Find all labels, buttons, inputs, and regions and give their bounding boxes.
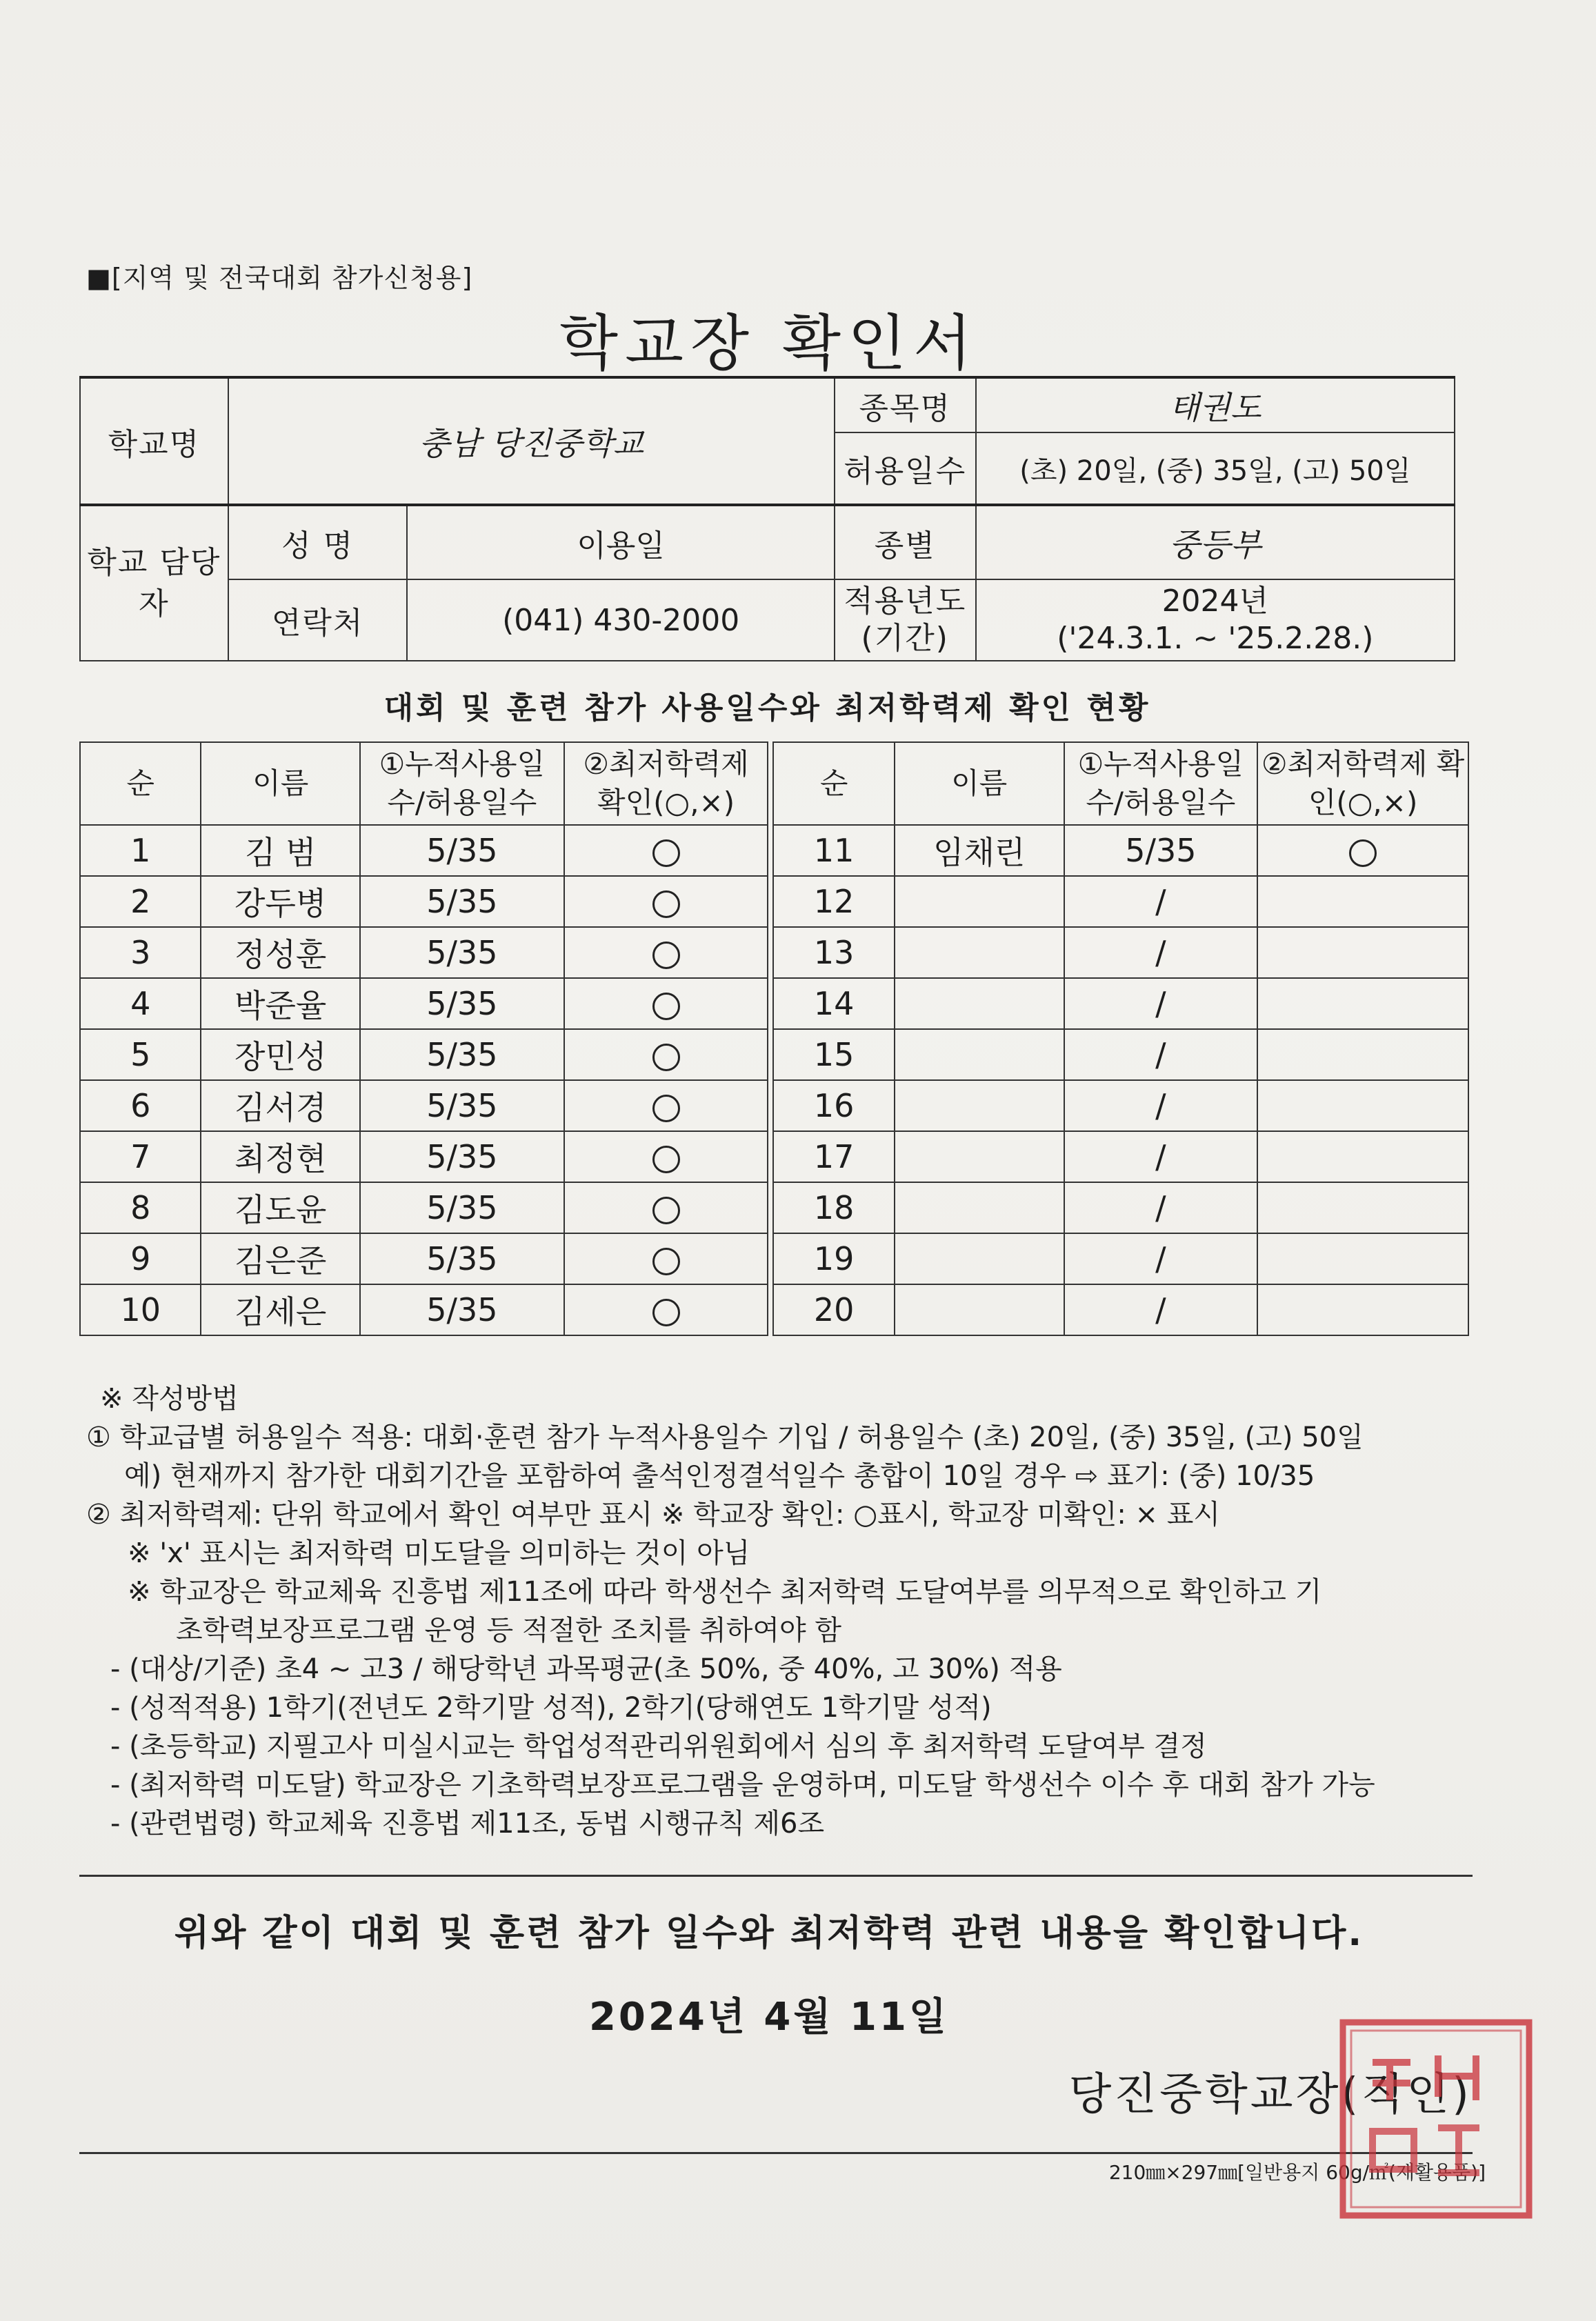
min-academic-check (1257, 1029, 1468, 1080)
check-circle-icon (652, 1146, 680, 1173)
note-line: ※ 'x' 표시는 최저학력 미도달을 의미하는 것이 아님 (128, 1537, 750, 1569)
used-days: 5/35 (1064, 825, 1258, 876)
check-circle-icon (652, 1299, 680, 1326)
min-academic-check (1257, 1182, 1468, 1233)
athlete-name (895, 1029, 1064, 1080)
min-academic-check (564, 876, 768, 927)
min-academic-check (564, 825, 768, 876)
sport-value: 태권도 (976, 377, 1455, 432)
table-row (80, 825, 1468, 876)
note-line: - (초등학교) 지필고사 미실시교는 학업성적관리위원회에서 심의 후 최저학력 도달여부 결정 (110, 1731, 1207, 1762)
table-row (80, 1233, 1468, 1284)
min-academic-check (564, 1284, 768, 1335)
header-no-right: 순 (773, 742, 894, 825)
min-academic-check (564, 1131, 768, 1182)
row-number: 15 (773, 1029, 894, 1080)
used-days: 5/35 (360, 1131, 564, 1182)
min-academic-check (564, 978, 768, 1029)
row-number: 17 (773, 1131, 894, 1182)
used-days: 5/35 (360, 1029, 564, 1080)
used-days: / (1064, 1131, 1258, 1182)
min-academic-check (564, 1233, 768, 1284)
min-academic-check (1257, 978, 1468, 1029)
manager-name-label: 성 명 (228, 505, 408, 579)
note-line: - (최저학력 미도달) 학교장은 기초학력보장프로그램을 운영하며, 미도달 학생선수 이수 후 대회 참가 가능 (110, 1769, 1375, 1801)
athlete-name (895, 1131, 1064, 1182)
form-usage-tag: ■[지역 및 전국대회 참가신청용] (86, 263, 473, 293)
used-days: 5/35 (360, 1233, 564, 1284)
note-line: - (성적적용) 1학기(전년도 2학기말 성적), 2학기(당해연도 1학기말 성적) (110, 1692, 992, 1724)
check-circle-icon (652, 839, 680, 867)
athlete-name: 정성훈 (201, 927, 360, 978)
category-value: 중등부 (976, 505, 1455, 579)
row-number: 18 (773, 1182, 894, 1233)
athlete-name: 최정현 (201, 1131, 360, 1182)
table-row (80, 1029, 1468, 1080)
note-line: ① 학교급별 허용일수 적용: 대회·훈련 참가 누적사용일수 기입 / 허용일수 (초) 20일, (중) 35일, (고) 50일 (86, 1422, 1364, 1453)
note-line: ※ 작성방법 (100, 1383, 239, 1415)
row-number: 8 (80, 1182, 201, 1233)
category-label: 종별 (835, 505, 976, 579)
used-days: / (1064, 1233, 1258, 1284)
row-number: 16 (773, 1080, 894, 1131)
athlete-name: 김은준 (201, 1233, 360, 1284)
used-days: / (1064, 927, 1258, 978)
athlete-name: 임채린 (895, 825, 1064, 876)
roster-header-row (80, 742, 1468, 825)
issue-date: 2024년 4월 11일 (588, 1995, 950, 2040)
row-number: 7 (80, 1131, 201, 1182)
row-number: 20 (773, 1284, 894, 1335)
check-circle-icon (652, 993, 680, 1020)
divider-top (79, 1875, 1473, 1877)
athlete-name: 김 범 (201, 825, 360, 876)
athlete-name: 김세은 (201, 1284, 360, 1335)
athlete-name (895, 1233, 1064, 1284)
row-number: 11 (773, 825, 894, 876)
row-number: 13 (773, 927, 894, 978)
table-row (80, 1131, 1468, 1182)
contact-value: (041) 430-2000 (407, 579, 834, 661)
row-number: 6 (80, 1080, 201, 1131)
athlete-name: 박준율 (201, 978, 360, 1029)
sport-label: 종목명 (835, 377, 976, 432)
check-circle-icon (652, 942, 680, 969)
athlete-name (895, 978, 1064, 1029)
athlete-name: 김서경 (201, 1080, 360, 1131)
used-days: / (1064, 978, 1258, 1029)
principal-signature: 당진중학교장(직인) (1068, 2069, 1472, 2120)
used-days: / (1064, 1284, 1258, 1335)
header-name-right: 이름 (895, 742, 1064, 825)
school-info-table (79, 376, 1455, 661)
header-check-left: ②최저학력제 확인(○,×) (564, 742, 768, 825)
school-name-value: 충남 당진중학교 (228, 377, 835, 505)
min-academic-check (1257, 1131, 1468, 1182)
used-days: 5/35 (360, 1284, 564, 1335)
confirmation-statement: 위와 같이 대회 및 훈련 참가 일수와 최저학력 관련 내용을 확인합니다. (174, 1913, 1364, 1954)
used-days: / (1064, 1029, 1258, 1080)
row-number: 14 (773, 978, 894, 1029)
athlete-name (895, 927, 1064, 978)
note-line: 예) 현재까지 참가한 대회기간을 포함하여 출석인정결석일수 총합이 10일 경우 ⇨ 표기: (중) 10/35 (124, 1460, 1315, 1492)
allowed-days-value: (초) 20일, (중) 35일, (고) 50일 (976, 432, 1455, 505)
document-title: 학교장 확인서 (559, 308, 979, 379)
official-seal-stamp (1335, 2014, 1538, 2224)
table-row (80, 876, 1468, 927)
athlete-name (895, 876, 1064, 927)
row-number: 5 (80, 1029, 201, 1080)
min-academic-check (564, 927, 768, 978)
min-academic-check (564, 1029, 768, 1080)
used-days: 5/35 (360, 927, 564, 978)
applicable-year-value: 2024년 (1161, 584, 1269, 619)
check-circle-icon (652, 890, 680, 918)
applicable-year-cell (976, 579, 1455, 661)
table-row (80, 1284, 1468, 1335)
header-days-right: ①누적사용일수/허용일수 (1064, 742, 1258, 825)
row-number: 19 (773, 1233, 894, 1284)
min-academic-check (1257, 1233, 1468, 1284)
athlete-name: 김도윤 (201, 1182, 360, 1233)
contact-label: 연락처 (228, 579, 408, 661)
athlete-name (895, 1182, 1064, 1233)
note-line: - (대상/기준) 초4 ~ 고3 / 해당학년 과목평균(초 50%, 중 40%, 고 30%) 적용 (110, 1653, 1062, 1685)
applicable-year-label: 적용년도 (기간) (835, 579, 976, 661)
applicable-period-value: ('24.3.1. ~ '25.2.28.) (1057, 621, 1374, 656)
check-circle-icon (1349, 839, 1377, 867)
school-name-label: 학교명 (80, 377, 228, 505)
note-line: ② 최저학력제: 단위 학교에서 확인 여부만 표시 ※ 학교장 확인: ○표시, 학교장 미확인: × 표시 (86, 1499, 1221, 1531)
used-days: 5/35 (360, 825, 564, 876)
table-row (80, 978, 1468, 1029)
status-table-title: 대회 및 훈련 참가 사용일수와 최저학력제 확인 현황 (383, 690, 1151, 726)
note-line: ※ 학교장은 학교체육 진흥법 제11조에 따라 학생선수 최저학력 도달여부를 의무적으로 확인하고 기 (128, 1576, 1322, 1608)
header-no-left: 순 (80, 742, 201, 825)
min-academic-check (1257, 1284, 1468, 1335)
manager-name-value: 이용일 (407, 505, 834, 579)
athlete-name: 장민성 (201, 1029, 360, 1080)
row-number: 12 (773, 876, 894, 927)
note-line: 초학력보장프로그램 운영 등 적절한 조치를 취하여야 함 (176, 1615, 842, 1646)
used-days: 5/35 (360, 1182, 564, 1233)
table-row (80, 927, 1468, 978)
header-name-left: 이름 (201, 742, 360, 825)
min-academic-check (564, 1182, 768, 1233)
used-days: 5/35 (360, 876, 564, 927)
row-number: 1 (80, 825, 201, 876)
check-circle-icon (652, 1248, 680, 1275)
athlete-name: 강두병 (201, 876, 360, 927)
min-academic-check (564, 1080, 768, 1131)
check-circle-icon (652, 1197, 680, 1224)
header-check-right: ②최저학력제 확인(○,×) (1257, 742, 1468, 825)
header-days-left: ①누적사용일수/허용일수 (360, 742, 564, 825)
used-days: 5/35 (360, 1080, 564, 1131)
athlete-name (895, 1080, 1064, 1131)
divider-bottom (79, 2152, 1473, 2154)
row-number: 3 (80, 927, 201, 978)
min-academic-check (1257, 825, 1468, 876)
athlete-name (895, 1284, 1064, 1335)
row-number: 9 (80, 1233, 201, 1284)
writing-instructions (86, 1379, 1479, 1843)
note-line: - (관련법령) 학교체육 진흥법 제11조, 동법 시행규칙 제6조 (110, 1808, 825, 1840)
athlete-roster-table (79, 741, 1469, 1336)
check-circle-icon (652, 1044, 680, 1071)
table-row (80, 1080, 1468, 1131)
used-days: / (1064, 876, 1258, 927)
row-number: 10 (80, 1284, 201, 1335)
row-number: 2 (80, 876, 201, 927)
check-circle-icon (652, 1095, 680, 1122)
table-row (80, 1182, 1468, 1233)
min-academic-check (1257, 1080, 1468, 1131)
used-days: 5/35 (360, 978, 564, 1029)
min-academic-check (1257, 927, 1468, 978)
allowed-days-label: 허용일수 (835, 432, 976, 505)
used-days: / (1064, 1182, 1258, 1233)
manager-label: 학교 담당자 (80, 505, 228, 661)
used-days: / (1064, 1080, 1258, 1131)
row-number: 4 (80, 978, 201, 1029)
min-academic-check (1257, 876, 1468, 927)
paper-spec: 210㎜×297㎜[일반용지 60g/㎡(재활용품)] (1108, 2161, 1486, 2184)
